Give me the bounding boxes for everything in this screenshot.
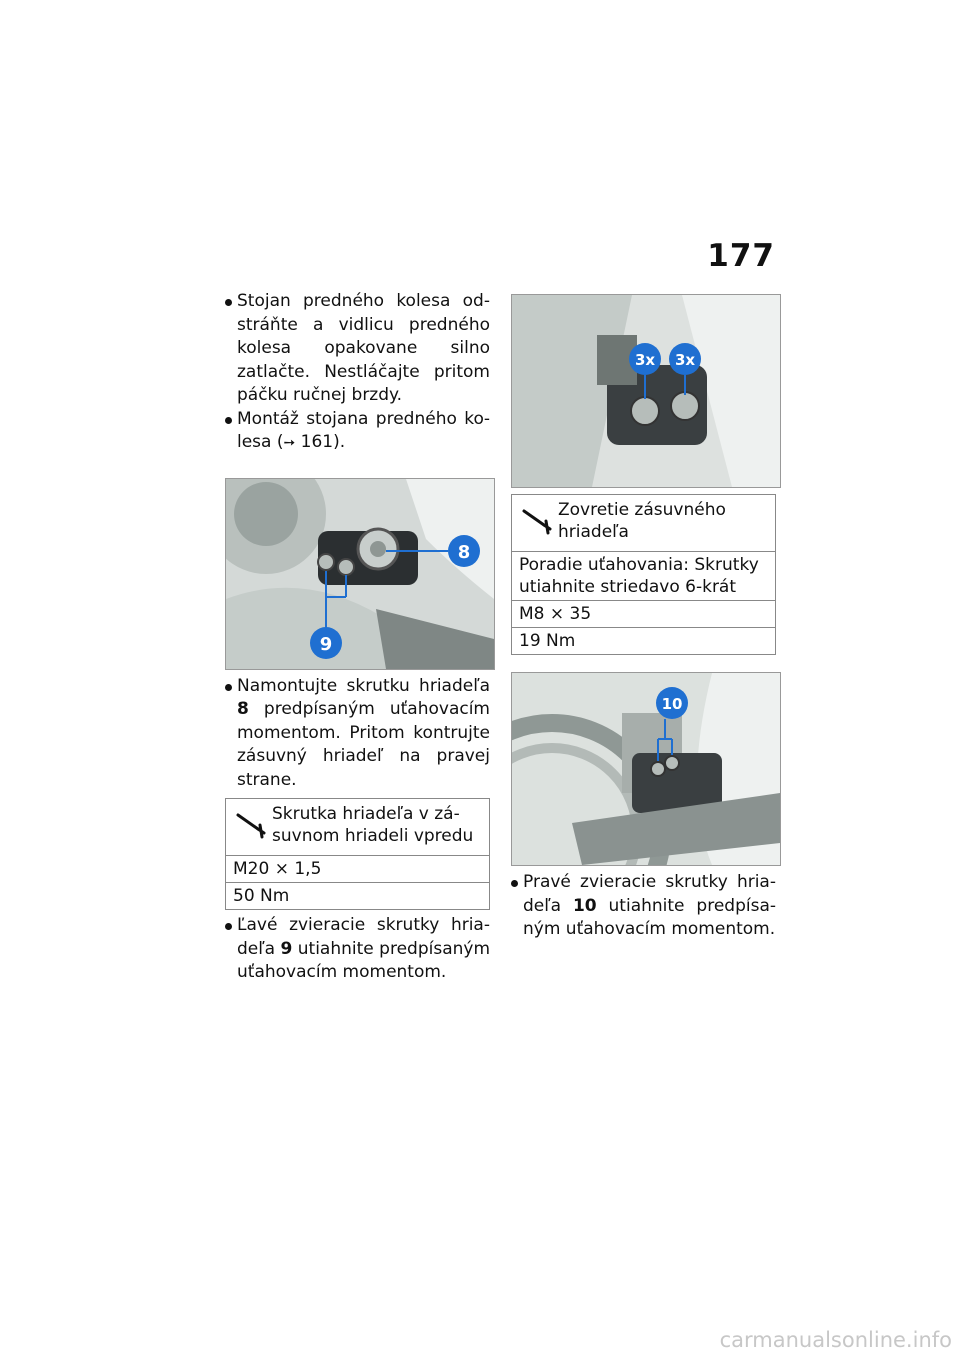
spec-thread: M20 × 1,5 [226,856,490,883]
torque-wrench-icon [236,809,266,845]
callout-label: 3x [634,351,656,369]
callout-label: 10 [661,695,683,713]
page-ref-arrow-icon: ➙ [283,435,296,451]
photo-right-clamp-screws [511,672,781,866]
instruction-text-end: ). [333,432,346,452]
instruction-fit-axle-screw [225,675,490,793]
instruction-text: Montáž stojana predného kolesa ( [237,408,490,452]
torque-spec-axle [225,798,490,910]
photo-axle-screw [225,478,495,670]
ref-number: 9 [280,938,293,959]
instruction-right-clamp-screws [511,871,776,942]
spec-torque: 50 Nm [226,883,490,910]
spec-torque: 19 Nm [512,628,776,655]
right-column [511,294,776,942]
instruction-remove-stand: Stojan predného kolesa odstráňte a vidlicu predného kolesa opakovane silno zatlačte. Nestláčajte pritom páčku ručnej brzdy. [225,290,490,408]
spec-title: Skrutka hriadeľa v zásuvnom hriadeli vpredu [272,804,474,846]
ref-number: 8 [237,699,249,719]
photo-clamp-screws [511,294,781,488]
instruction-left-clamp-screws [225,914,490,985]
instruction-text: Ľavé zvieracie skrutky hriadeľa [237,915,490,959]
spec-sequence: Poradie uťahovania: Skrutky utiahnite striedavo 6-krát [512,552,776,601]
callout-label: 8 [457,541,471,563]
ref-number: 10 [572,895,597,916]
left-column [225,290,490,985]
callout-label: 3x [674,351,696,369]
spec-title: Zovretie zásuvného hriadeľa [558,500,726,542]
torque-spec-clamp [511,494,776,655]
instruction-mount-stand [225,408,490,456]
callout-label: 9 [319,633,333,655]
instruction-text: predpísaným uťahovacím momentom. Pritom kontrujte zásuvný hriadeľ na pravej strane. [237,699,490,790]
torque-wrench-icon [522,505,552,541]
spec-thread: M8 × 35 [512,601,776,628]
instruction-text: utiahnite predpísaným uťahovacím momentom. [523,895,776,939]
instruction-text: Namontujte skrutku hriadeľa [237,675,490,696]
instruction-text: utiahnite predpísaným uťahovacím momentom. [237,938,491,982]
watermark: carmanualsonline.info [719,1328,952,1352]
page-ref-link[interactable]: 161 [300,432,334,452]
page-number: 177 [707,238,775,274]
instruction-text: Pravé zvieracie skrutky hriadeľa [523,872,776,916]
